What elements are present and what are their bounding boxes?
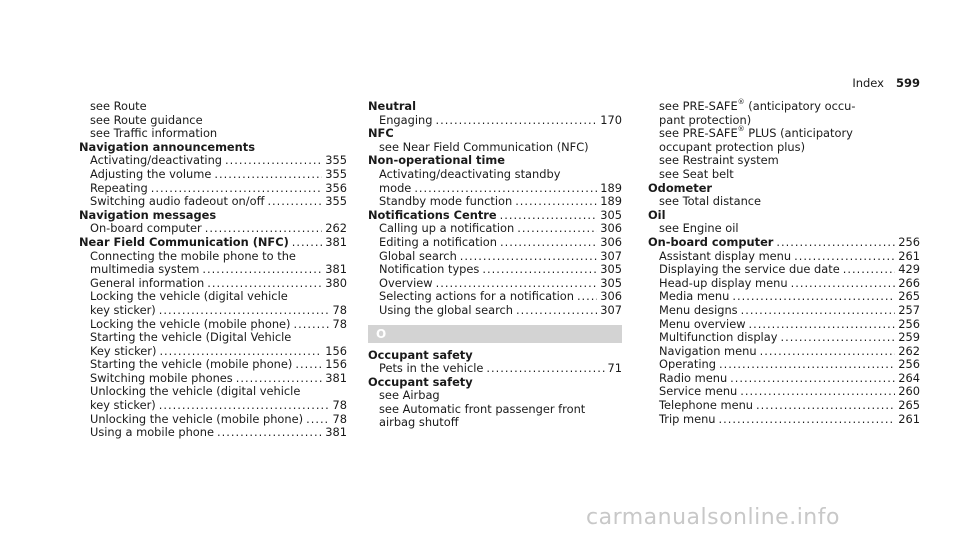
index-entry: Notification types ..... 305 [368,263,622,277]
index-heading: Oil [648,207,666,222]
index-ref: see Traffic information [90,126,218,141]
index-entry: Standby mode function ..... 189 [368,195,622,209]
index-entry: Using the global search ..... 307 [368,304,622,318]
index-heading: Neutral [368,99,417,113]
index-entry: Telephone menu ..... 265 [648,399,920,413]
index-entry: Displaying the service due date ..... 429 [648,263,920,277]
page-header [852,76,920,90]
index-entry: Locking the vehicle (mobile phone) ..... 78 [79,318,347,332]
index-ref: airbag shutoff [379,415,459,430]
index-entry: General information ..... 380 [79,277,347,291]
index-entry: Radio menu ..... 264 [648,372,920,386]
index-entry: Switching mobile phones ..... 381 [79,372,347,386]
index-ref: see Automatic front passenger front [379,401,586,416]
index-entry: Repeating ..... 356 [79,182,347,196]
index-entry: Adjusting the volume ..... 355 [79,168,347,182]
index-entry: Connecting the mobile phone to the [90,248,296,263]
page-number: 599 [895,76,920,90]
index-entry: Starting the vehicle (mobile phone) ..... 156 [79,358,347,372]
index-ref: see Engine oil [659,221,739,236]
index-entry: Switching audio fadeout on/off ..... 355 [79,195,347,209]
index-ref: see Route [90,99,147,113]
index-heading: Navigation messages [79,207,217,222]
index-entry: Menu designs ..... 257 [648,304,920,318]
index-heading: On-board computer ..... 256 [648,236,920,250]
index-entry: Head-up display menu ..... 266 [648,277,920,291]
index-entry: Assistant display menu ..... 261 [648,250,920,264]
index-ref: see Airbag [379,388,440,403]
index-entry: Overview ..... 305 [368,277,622,291]
index-heading: Odometer [648,180,713,195]
index-ref: see PRE-SAFE® (anticipatory occu- [659,98,856,113]
index-entry: Service menu ..... 260 [648,385,920,399]
index-ref: occupant protection plus) [659,139,806,154]
index-entry: Global search ..... 307 [368,250,622,264]
index-entry: Trip menu ..... 261 [648,413,920,427]
index-entry: mode ..... 189 [368,182,622,196]
index-ref: see PRE-SAFE® PLUS (anticipatory [659,125,853,141]
index-entry: Activating/deactivating standby [379,166,561,181]
index-ref: see Route guidance [90,112,203,127]
index-entry: Media menu ..... 265 [648,290,920,304]
index-heading: Near Field Communication (NFC) ..... 381 [79,236,347,250]
index-heading: Occupant safety [368,347,473,362]
index-entry: Key sticker) ..... 156 [79,345,347,359]
index-entry: key sticker) ..... 78 [79,399,347,413]
index-entry: multimedia system ..... 381 [79,263,347,277]
index-column-3 [648,100,920,426]
index-entry: Navigation menu ..... 262 [648,345,920,359]
index-ref: see Seat belt [659,166,734,181]
index-entry: Locking the vehicle (digital vehicle [90,289,288,304]
index-entry: Menu overview ..... 256 [648,318,920,332]
watermark: carmanualsonline.info [586,505,840,530]
index-entry: Editing a notification ..... 306 [368,236,622,250]
index-entry: Engaging ..... 170 [368,114,622,128]
index-entry: Pets in the vehicle ..... 71 [368,362,622,376]
index-heading: Notifications Centre ..... 305 [368,209,622,223]
index-entry: Activating/deactivating ..... 355 [79,154,347,168]
letter-band: O [368,325,622,343]
index-entry: Calling up a notification ..... 306 [368,222,622,236]
index-entry: On-board computer ..... 262 [79,222,347,236]
index-column-2 [368,100,622,430]
index-entry: Unlocking the vehicle (mobile phone) ..... 78 [79,413,347,427]
index-entry: Unlocking the vehicle (digital vehicle [90,384,301,399]
index-entry: Operating ..... 256 [648,358,920,372]
section-label: Index [852,76,884,90]
index-ref: pant protection) [659,112,752,127]
index-entry: Using a mobile phone ..... 381 [79,426,347,440]
index-heading: Non-operational time [368,153,505,168]
index-entry: Multifunction display ..... 259 [648,331,920,345]
index-ref: see Near Field Communication (NFC) [379,139,589,154]
index-heading: Navigation announcements [79,139,255,154]
index-entry: Starting the vehicle (Digital Vehicle [90,330,292,345]
index-ref: see Restraint system [659,153,779,168]
index-entry: key sticker) ..... 78 [79,304,347,318]
index-entry: Selecting actions for a notification ..... 306 [368,290,622,304]
index-column-1 [79,100,347,440]
index-heading: NFC [368,126,394,141]
index-heading: Occupant safety [368,374,473,389]
index-ref: see Total distance [659,194,762,209]
